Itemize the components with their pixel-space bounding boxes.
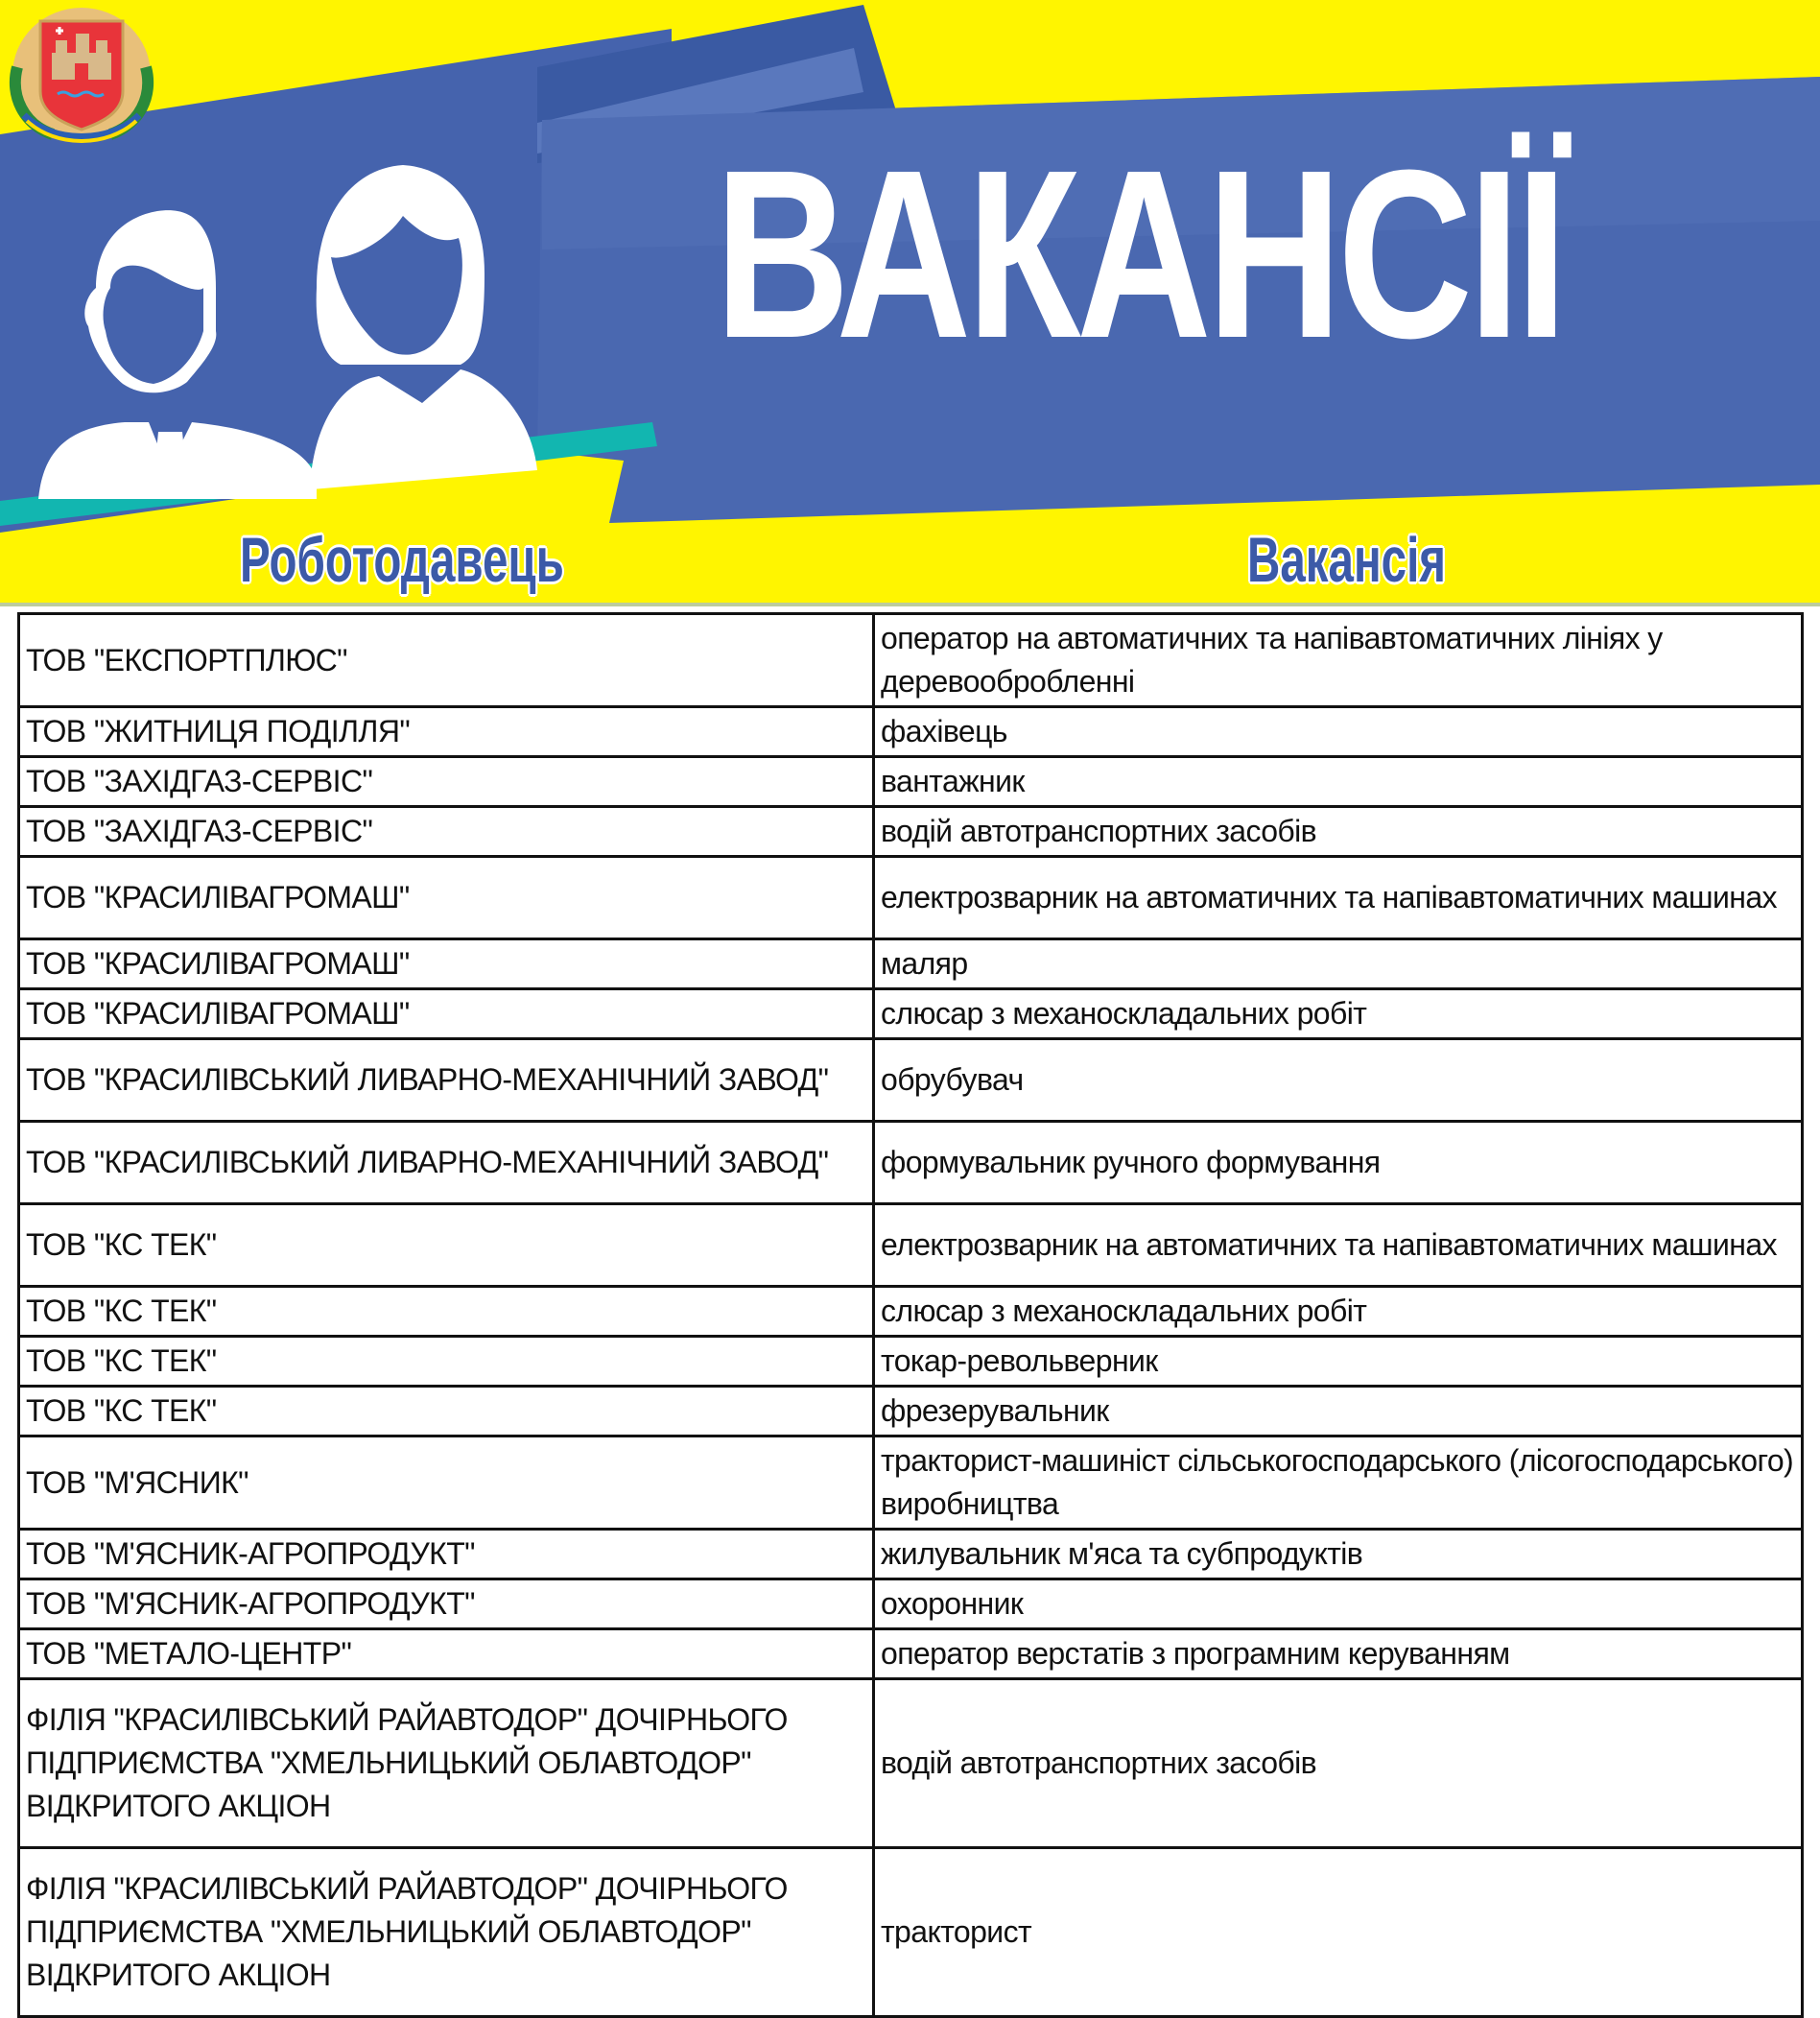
employer-cell: ТОВ "КРАСИЛІВАГРОМАШ" <box>19 857 874 939</box>
table-row <box>19 857 1803 939</box>
table-row <box>19 1629 1803 1679</box>
table-row <box>19 1287 1803 1337</box>
vacancy-cell: водій автотранспортних засобів <box>874 807 1803 857</box>
header-divider <box>0 603 1820 606</box>
table-row <box>19 614 1803 707</box>
vacancy-cell: оператор на автоматичних та напівавтоматичних лініях у деревообробленні <box>874 614 1803 707</box>
table-row <box>19 1579 1803 1629</box>
vacancy-cell: тракторист <box>874 1848 1803 2017</box>
vacancy-cell: електрозварник на автоматичних та напівавтоматичних машинах <box>874 1204 1803 1287</box>
vacancies-table <box>17 612 1804 2018</box>
table-row <box>19 707 1803 757</box>
table-row <box>19 1436 1803 1530</box>
table-row <box>19 807 1803 857</box>
vacancy-cell: охоронник <box>874 1579 1803 1629</box>
employer-cell: ТОВ "КРАСИЛІВАГРОМАШ" <box>19 989 874 1039</box>
table-row <box>19 1848 1803 2017</box>
employer-cell: ФІЛІЯ "КРАСИЛІВСЬКИЙ РАЙАВТОДОР" ДОЧІРНЬОГО ПІДПРИЄМСТВА "ХМЕЛЬНИЦЬКИЙ ОБЛАВТОДОР" ВІДКРИТОГО АКЦІОН <box>19 1848 874 2017</box>
table-row <box>19 989 1803 1039</box>
employer-cell: ТОВ "КРАСИЛІВСЬКИЙ ЛИВАРНО-МЕХАНІЧНИЙ ЗАВОД" <box>19 1039 874 1122</box>
employer-cell: ТОВ "КРАСИЛІВСЬКИЙ ЛИВАРНО-МЕХАНІЧНИЙ ЗАВОД" <box>19 1122 874 1204</box>
table-row <box>19 1679 1803 1848</box>
table-row <box>19 1530 1803 1579</box>
column-header-employer: Роботодавець <box>240 524 564 595</box>
page-title: ВАКАНСІЇ <box>715 120 1563 388</box>
vacancy-cell: токар-револьверник <box>874 1337 1803 1387</box>
vacancy-cell: жилувальник м'яса та субпродуктів <box>874 1530 1803 1579</box>
employer-cell: ТОВ "М'ЯСНИК-АГРОПРОДУКТ" <box>19 1530 874 1579</box>
table-row <box>19 1039 1803 1122</box>
employer-cell: ТОВ "КРАСИЛІВАГРОМАШ" <box>19 939 874 989</box>
vacancy-cell: вантажник <box>874 757 1803 807</box>
employer-cell: ТОВ "МЕТАЛО-ЦЕНТР" <box>19 1629 874 1679</box>
vacancy-cell: тракторист-машиніст сільськогосподарського (лісогосподарського) виробництва <box>874 1436 1803 1530</box>
vacancy-cell: електрозварник на автоматичних та напівавтоматичних машинах <box>874 857 1803 939</box>
column-header-vacancy: Вакансія <box>1247 524 1447 595</box>
vacancy-cell: формувальник ручного формування <box>874 1122 1803 1204</box>
region-coat-of-arms-icon <box>0 0 163 144</box>
table-row <box>19 757 1803 807</box>
table-row <box>19 1337 1803 1387</box>
employer-cell: ТОВ "ЗАХІДГАЗ-СЕРВІС" <box>19 807 874 857</box>
table-row <box>19 939 1803 989</box>
employer-cell: ТОВ "ЖИТНИЦЯ ПОДІЛЛЯ" <box>19 707 874 757</box>
vacancy-cell: слюсар з механоскладальних робіт <box>874 989 1803 1039</box>
vacancy-cell: слюсар з механоскладальних робіт <box>874 1287 1803 1337</box>
employer-cell: ТОВ "ЗАХІДГАЗ-СЕРВІС" <box>19 757 874 807</box>
table-row <box>19 1204 1803 1287</box>
employer-cell: ТОВ "ЕКСПОРТПЛЮС" <box>19 614 874 707</box>
employer-cell: ТОВ "КС ТЕК" <box>19 1387 874 1436</box>
vacancy-cell: водій автотранспортних засобів <box>874 1679 1803 1848</box>
vacancy-cell: фахівець <box>874 707 1803 757</box>
vacancy-cell: обрубувач <box>874 1039 1803 1122</box>
employer-cell: ФІЛІЯ "КРАСИЛІВСЬКИЙ РАЙАВТОДОР" ДОЧІРНЬОГО ПІДПРИЄМСТВА "ХМЕЛЬНИЦЬКИЙ ОБЛАВТОДОР" ВІДКРИТОГО АКЦІОН <box>19 1679 874 1848</box>
vacancy-cell: оператор верстатів з програмним керуванням <box>874 1629 1803 1679</box>
table-row <box>19 1122 1803 1204</box>
header-banner <box>0 0 1820 603</box>
employer-cell: ТОВ "КС ТЕК" <box>19 1204 874 1287</box>
employer-cell: ТОВ "КС ТЕК" <box>19 1337 874 1387</box>
employer-cell: ТОВ "М'ЯСНИК" <box>19 1436 874 1530</box>
table-row <box>19 1387 1803 1436</box>
employer-cell: ТОВ "М'ЯСНИК-АГРОПРОДУКТ" <box>19 1579 874 1629</box>
vacancy-cell: фрезерувальник <box>874 1387 1803 1436</box>
employer-cell: ТОВ "КС ТЕК" <box>19 1287 874 1337</box>
vacancy-cell: маляр <box>874 939 1803 989</box>
